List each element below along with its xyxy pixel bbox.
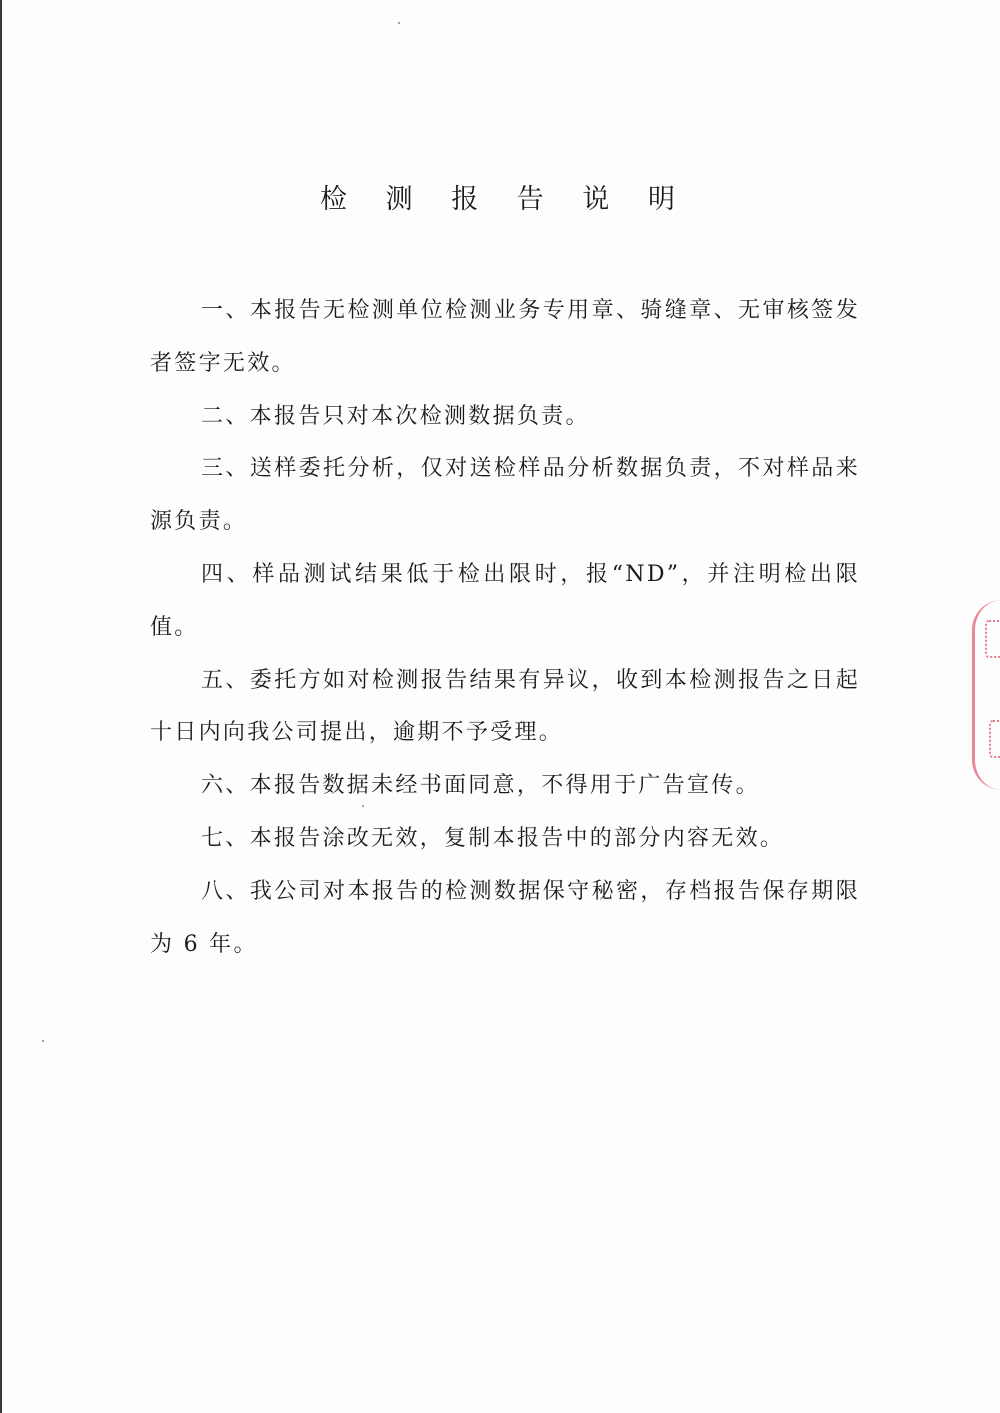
seal-glyph (985, 620, 1000, 658)
scan-speck (398, 22, 400, 24)
scan-speck (42, 1040, 44, 1042)
clause-8: 八、我公司对本报告的检测数据保守秘密，存档报告保存期限为 6 年。 (150, 878, 860, 957)
clause-6: 六、本报告数据未经书面同意，不得用于广告宣传。 (201, 773, 760, 799)
clause-7: 七、本报告涂改无效，复制本报告中的部分内容无效。 (201, 825, 785, 851)
page-title: 检 测 报 告 说 明 (320, 184, 690, 215)
document-body (150, 285, 860, 971)
clause-5: 五、委托方如对检测报告结果有异议，收到本检测报告之日起十日内向我公司提出，逾期不予受理。 (150, 667, 860, 746)
clause-4: 四、样品测试结果低于检出限时，报“ND”，并注明检出限值。 (150, 561, 860, 640)
seal-stamp-fragment (972, 600, 1000, 790)
seal-glyph (989, 720, 1000, 758)
clause-1: 一、本报告无检测单位检测业务专用章、骑缝章、无审核签发者签字无效。 (150, 298, 860, 376)
clause-2: 二、本报告只对本次检测数据负责。 (201, 403, 590, 429)
clause-3: 三、送样委托分析，仅对送检样品分析数据负责，不对样品来源负责。 (150, 456, 860, 535)
